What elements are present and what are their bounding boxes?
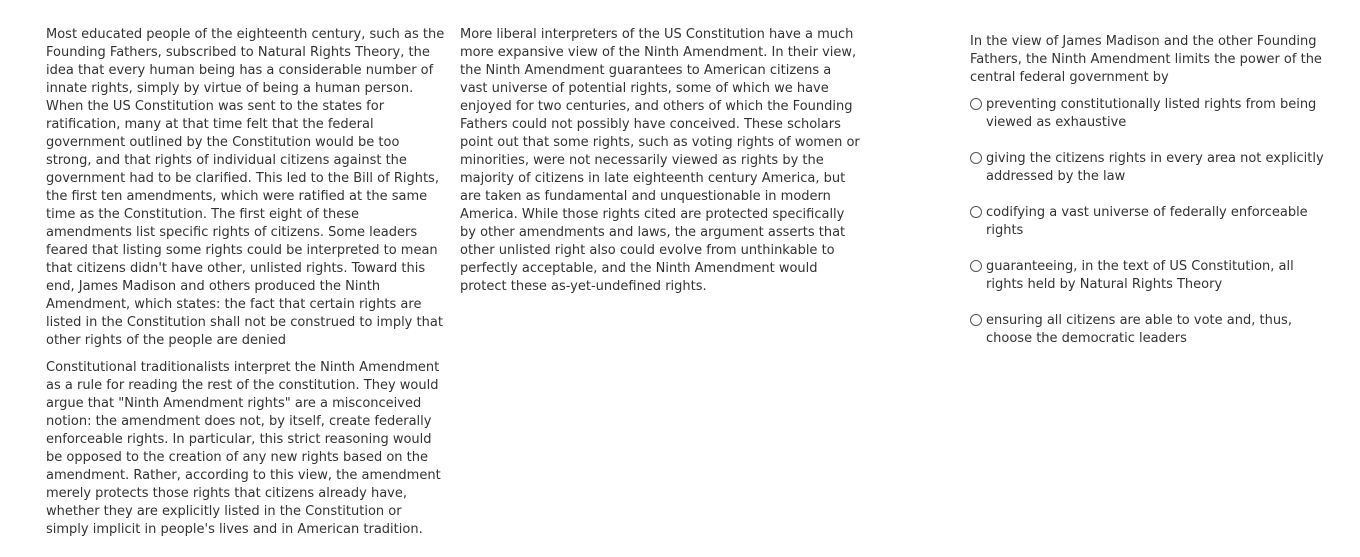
answer-choice-5[interactable] xyxy=(970,312,1330,348)
answer-choice-3[interactable] xyxy=(970,204,1330,240)
answer-choice-text: preventing constitutionally listed rights from being viewed as exhaustive xyxy=(986,97,1317,130)
radio-button-icon[interactable] xyxy=(970,206,982,218)
radio-button-icon[interactable] xyxy=(970,152,982,164)
question-panel xyxy=(970,33,1330,366)
radio-button-icon[interactable] xyxy=(970,260,982,272)
answer-choice-text: giving the citizens rights in every area not explicitly addressed by the law xyxy=(986,151,1324,184)
passage-paragraph-1: Most educated people of the eighteenth century, such as the Founding Fathers, subscribed to Natural Rights Theory, the idea that every human being has a considerable number of innate rights, simply by virtue of being a human person. When the US Constitution was sent to the states for ratification, many at that time felt that the federal government outlined by the Constitution would be too strong, and that rights of individual citizens against the government had to be clarified. This led to the Bill of Rights, the first ten amendments, which were ratified at the same time as the Constitution. The first eight of these amendments list specific rights of citizens. Some leaders feared that listing some rights could be interpreted to mean that citizens didn't have other, unlisted rights. Toward this end, James Madison and others produced the Ninth Amendment, which states: the fact that certain rights are listed in the Constitution shall not be construed to imply that other rights of the people are denied xyxy=(46,27,445,348)
answer-choice-2[interactable] xyxy=(970,150,1330,186)
radio-button-icon[interactable] xyxy=(970,98,982,110)
answer-choice-text: ensuring all citizens are able to vote and, thus, choose the democratic leaders xyxy=(986,313,1292,346)
answer-choice-text: guaranteeing, in the text of US Constitution, all rights held by Natural Rights Theory xyxy=(986,259,1294,292)
answer-choice-4[interactable] xyxy=(970,258,1330,294)
radio-button-icon[interactable] xyxy=(970,314,982,326)
passage-column-left xyxy=(46,26,446,548)
passage-paragraph-3: More liberal interpreters of the US Constitution have a much more expansive view of the Ninth Amendment. In their view, the Ninth Amendment guarantees to American citizens a vast universe of potential rights, some of which we have enjoyed for two centuries, and others of which the Founding Fathers could not possibly have conceived. These scholars point out that some rights, such as voting rights of women or minorities, were not necessarily viewed as rights by the majority of citizens in late eighteenth century America, but are taken as fundamental and unquestionable in modern America. While those rights cited are protected specifically by other amendments and laws, the argument asserts that other unlisted right also could evolve from unthinkable to perfectly acceptable, and the Ninth Amendment would protect these as-yet-undefined rights. xyxy=(460,27,860,294)
answer-choice-1[interactable] xyxy=(970,96,1330,132)
answer-choice-text: codifying a vast universe of federally enforceable rights xyxy=(986,205,1308,238)
passage-column-middle xyxy=(460,26,860,305)
question-stem: In the view of James Madison and the other Founding Fathers, the Ninth Amendment limits the power of the central federal government by xyxy=(970,34,1322,85)
passage-paragraph-2: Constitutional traditionalists interpret the Ninth Amendment as a rule for reading the rest of the constitution. They would argue that "Ninth Amendment rights" are a misconceived notion: the amendment does not, by itself, create federally enforceable rights. In particular, this strict reasoning would be opposed to the creation of any new rights based on the amendment. Rather, according to this view, the amendment merely protects those rights that citizens already have, whether they are explicitly listed in the Constitution or simply implicit in people's lives and in American tradition. xyxy=(46,360,441,537)
